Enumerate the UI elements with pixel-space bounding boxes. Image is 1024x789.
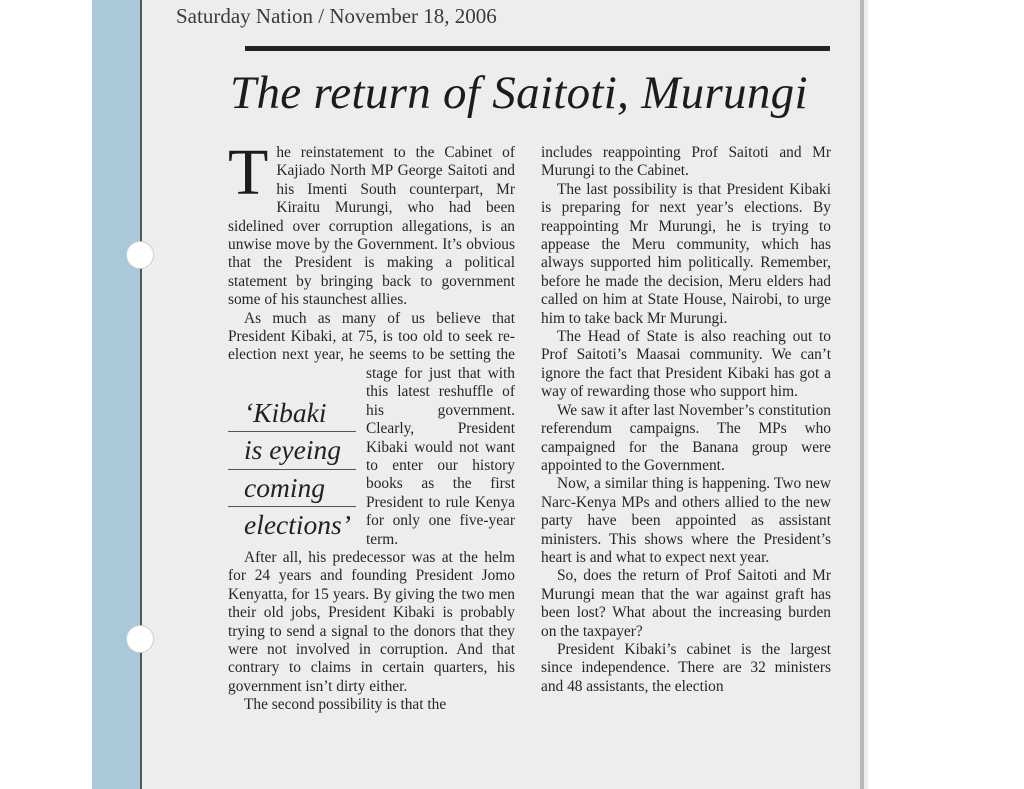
paragraph: After all, his predecessor was at the helm for 24 years and founding President Jomo Kenyatta, for 15 years. By giving the two men their old jobs, President Kibaki is probably trying to send a signal to the donors that they were not involved in corruption. And that contrary to claims in certain quarters, his government isn’t dirty either.	[228, 548, 515, 695]
clipping-edge	[860, 0, 864, 789]
paragraph: President Kibaki’s cabinet is the largest since independence. There are 32 ministers and 48 assistants, the election	[541, 640, 831, 695]
headline: The return of Saitoti, Murungi	[230, 67, 808, 119]
paragraph: We saw it after last November’s constitution referendum campaigns. The MPs who campaigned for the Banana group were appointed to the Government.	[541, 401, 831, 474]
drop-cap: T	[228, 136, 269, 209]
binder-strip	[92, 0, 140, 789]
paragraph: The last possibility is that President Kibaki is preparing for next year’s elections. By reappointing Mr Murungi, he is trying to appease the Meru community, which has always supported him politically. Remember, before he made the decision, Meru elders had called on him at State House, Nairobi, to urge him to take back Mr Murungi.	[541, 180, 831, 327]
header-rule	[245, 46, 830, 51]
paragraph: includes reappointing Prof Saitoti and Mr Murungi to the Cabinet.	[541, 144, 831, 180]
article-left-column	[228, 136, 515, 715]
lead-paragraph: The reinstatement to the Cabinet of Kajiado North MP George Saitoti and his Imenti South counterpart, Mr Kiraitu Murungi, who had been sidelined over corruption allegations, is an unwise move by the Government. It’s obvious that the President is making a political statement by bringing back to government some of his staunchest allies.	[228, 136, 515, 309]
paragraph: The Head of State is also reaching out to Prof Saitoti’s Maasai community. We can’t ignore the fact that President Kibaki has got a way of rewarding those who support him.	[541, 328, 831, 401]
dateline: Saturday Nation / November 18, 2006	[176, 4, 497, 28]
paragraph: As much as many of us believe that President Kibaki, at 75, is too old to seek re-election next year, he seems to be setting the stage for just that with ‘Kibaki is eyeing coming elections’ this latest reshuffle of his government. Clearly, President Kibaki would not want to enter our history books as the first President to rule Kenya for only one five-year term.	[228, 309, 515, 548]
paragraph: The second possibility is that the	[244, 696, 447, 714]
punch-hole-bottom	[126, 625, 154, 653]
paragraph: Now, a similar thing is happening. Two new Narc-Kenya MPs and others allied to the new party have been appointed as assistant ministers. This shows where the President’s heart is and what to expect next year.	[541, 475, 831, 566]
article-right-column	[541, 144, 831, 696]
paragraph: So, does the return of Prof Saitoti and Mr Murungi mean that the war against graft has been lost? What about the increasing burden on the taxpayer?	[541, 567, 831, 640]
pull-quote: ‘Kibaki is eyeing coming elections’	[228, 395, 356, 544]
punch-hole-top	[126, 241, 154, 269]
